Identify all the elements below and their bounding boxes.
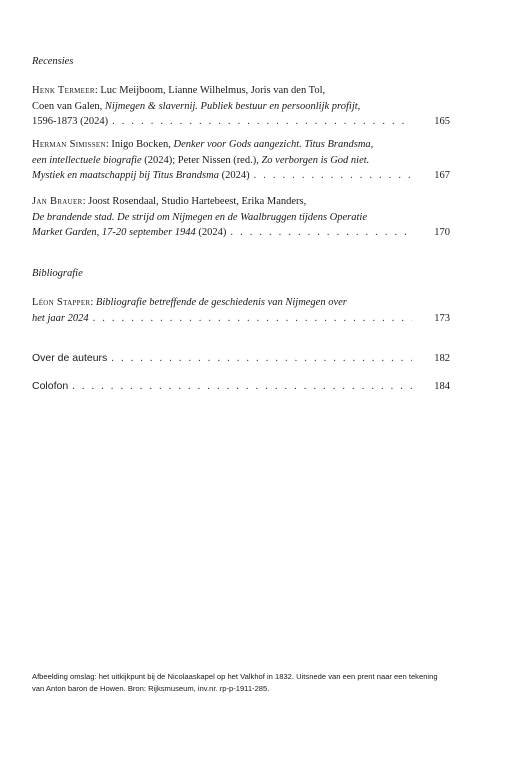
toc-entry-over-de-auteurs[interactable]: [32, 351, 450, 367]
toc-entry-simissen[interactable]: [32, 137, 450, 184]
entry-text: Coen van Galen,: [32, 100, 105, 112]
entry-text: :: [90, 297, 96, 308]
entry-title: een intellectuele biografie: [32, 154, 142, 166]
entry-title: Bibliografie betreffende de geschiedenis van Nijmegen over: [95, 297, 347, 308]
entry-title: Zo verborgen is God niet.: [261, 154, 370, 166]
dot-leader: [93, 311, 412, 327]
dot-leader: [230, 225, 412, 241]
entry-text: (2024): [195, 227, 227, 238]
entry-text: (2024): [218, 170, 250, 181]
caption-line: van Anton baron de Howen. Bron: Rijksmuseum, inv.nr. rp-p-1911-285.: [32, 684, 270, 693]
cover-image-caption: [32, 671, 482, 695]
toc-entry-colofon[interactable]: [32, 379, 450, 395]
dot-leader: [111, 351, 412, 367]
toc-entry-termeer[interactable]: [32, 83, 450, 130]
entry-title: Nijmegen & slavernij. Publiek bestuur en persoonlijk profijt,: [104, 100, 361, 112]
entry-text: 1596-1873 (2024): [32, 116, 109, 127]
entry-text: (2024); Peter Nissen (red.),: [141, 154, 262, 166]
toc-entry-brauer[interactable]: [32, 194, 450, 241]
page-number: 184: [434, 381, 450, 392]
entry-text: : Luc Meijboom, Lianne Wilhelmus, Joris van den Tol,: [94, 85, 326, 96]
page-number: 182: [434, 353, 450, 364]
entry-label: Colofon: [32, 380, 69, 392]
entry-text: : Inigo Bocken,: [105, 139, 174, 150]
entry-author: Léon Stapper: [32, 297, 91, 308]
entry-author: Jan Brauer: [32, 196, 83, 207]
entry-title: De brandende stad. De strijd om Nijmegen en de Waalbruggen tijdens Operatie: [32, 211, 367, 223]
dot-leader: [112, 114, 412, 130]
entry-label: Over de auteurs: [32, 352, 108, 364]
page-number: 173: [434, 312, 450, 324]
caption-line: Afbeelding omslag: het uitkijkpunt bij de Nicolaaskapel op het Valkhof in 1832. Uitsnede van een prent naar een tekening: [32, 672, 438, 681]
entry-title: Market Garden, 17-20 september 1944: [32, 227, 196, 238]
page-number: 167: [434, 170, 450, 181]
entry-title: het jaar 2024: [32, 312, 89, 324]
dot-leader: [72, 379, 412, 395]
section-heading-bibliografie: Bibliografie: [32, 268, 83, 279]
section-heading-recensies: Recensies: [32, 56, 74, 67]
entry-author: Herman Simissen: [32, 139, 106, 150]
entry-title: Mystiek en maatschappij bij Titus Brandsma: [32, 170, 219, 181]
toc-entry-stapper[interactable]: [32, 295, 450, 326]
dot-leader: [254, 168, 412, 184]
entry-text: : Joost Rosendaal, Studio Hartebeest, Erika Manders,: [82, 196, 307, 207]
entry-title: Denker voor Gods aangezicht. Titus Brandsma,: [173, 139, 374, 150]
page-number: 165: [434, 116, 450, 127]
page-number: 170: [434, 227, 450, 238]
entry-author: Henk Termeer: [32, 85, 95, 96]
